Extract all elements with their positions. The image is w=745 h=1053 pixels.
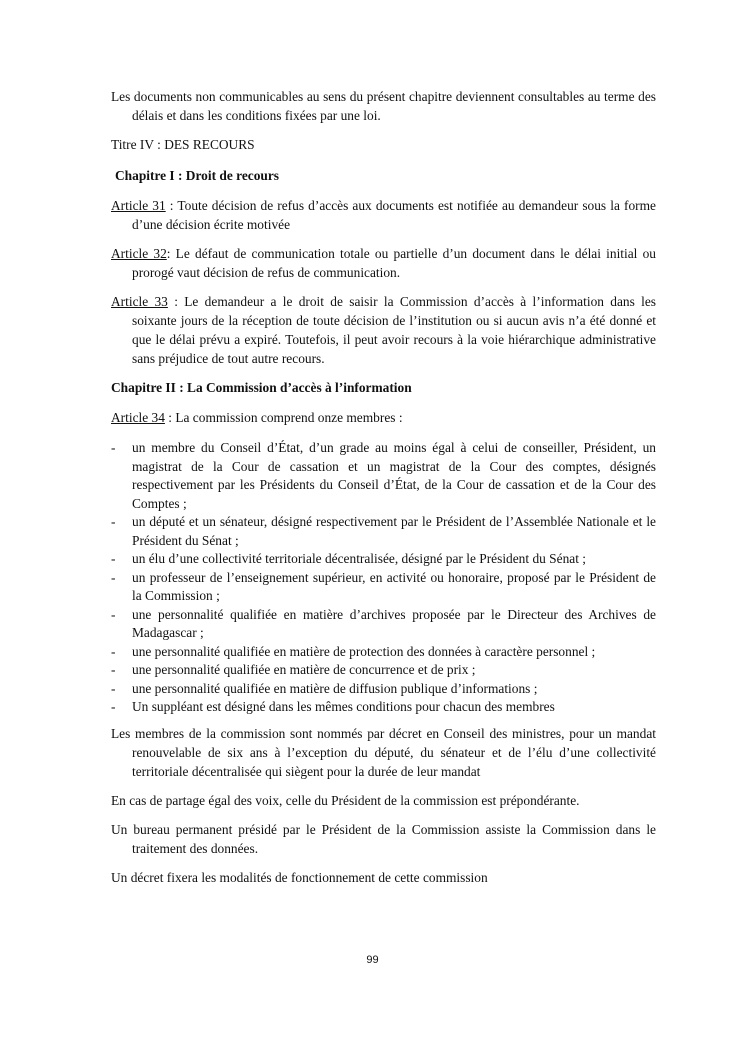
members-list — [111, 439, 656, 717]
list-item — [111, 439, 656, 513]
list-item — [111, 550, 656, 569]
article-33-text: : Le demandeur a le droit de saisir la Commission d’accès à l’information dans les soixante jours de la réception de toute décision de l’institution ou si aucun avis n’a été donné et que le délai prévu a expiré. Toutefois, il peut avoir recours à la voie hiérarchique administrative sans préjudice de tout autre recours. — [132, 294, 657, 366]
list-item — [111, 513, 656, 550]
document-body — [111, 87, 656, 897]
article-34-text: : La commission comprend onze membres : — [164, 410, 403, 425]
list-item — [111, 698, 656, 717]
list-item-text: un professeur de l’enseignement supérieur, en activité ou honoraire, proposé par le Président de la Commission ; — [132, 569, 656, 603]
list-item — [111, 680, 656, 699]
article-32 — [111, 244, 656, 282]
article-32-text: : Le défaut de communication totale ou partielle d’un document dans le délai initial ou prorogé vaut décision de refus de communication. — [132, 246, 656, 280]
list-item-text: une personnalité qualifiée en matière de protection des données à caractère personnel ; — [132, 643, 596, 659]
closing-paragraph-members: Les membres de la commission sont nommés par décret en Conseil des ministres, pour un mandat renouvelable de six ans à l’exception du député, du sénateur et de l’élu d’une collectivité territoriale décentralisée qui siègent pour la durée de leur mandat — [111, 725, 656, 779]
list-item-text: un membre du Conseil d’État, d’un grade au moins égal à celui de conseiller, Président, un magistrat de la Cour de cassation et un magistrat de la Cour des comptes, désignés respectivement par les Présidents du Conseil d’État, de la Cour de cassation et de la Cour des Comptes ; — [132, 440, 656, 511]
chapitre-1-heading: Chapitre I : Droit de recours — [115, 168, 280, 183]
article-33 — [111, 292, 656, 368]
article-33-label: Article 33 — [111, 294, 168, 309]
list-item — [111, 606, 656, 643]
dash-bullet: - — [111, 514, 116, 529]
article-34 — [111, 408, 656, 427]
article-34-label: Article 34 — [111, 410, 165, 425]
list-item-text: un député et un sénateur, désigné respectivement par le Président de l’Assemblée Nationale et le Président du Sénat ; — [132, 514, 656, 548]
list-item-text: une personnalité qualifiée en matière de concurrence et de prix ; — [132, 662, 476, 677]
dash-bullet: - — [111, 440, 116, 455]
closing-paragraph-vote: En cas de partage égal des voix, celle du Président de la commission est prépondérante. — [111, 792, 580, 808]
dash-bullet: - — [111, 662, 116, 677]
dash-bullet: - — [111, 606, 116, 622]
closing-paragraph-decret: Un décret fixera les modalités de fonctionnement de cette commission — [111, 869, 488, 885]
list-item — [111, 661, 656, 680]
titre-heading: Titre IV : DES RECOURS — [111, 137, 255, 152]
article-31 — [111, 196, 656, 234]
list-item-text: un élu d’une collectivité territoriale décentralisée, désigné par le Président du Sénat ; — [132, 551, 586, 566]
article-31-text: : Toute décision de refus d’accès aux documents est notifiée au demandeur sous la forme d’une décision écrite motivée — [132, 198, 657, 232]
dash-bullet: - — [111, 680, 116, 696]
dash-bullet: - — [111, 643, 116, 659]
article-32-label: Article 32 — [111, 246, 167, 261]
dash-bullet: - — [111, 569, 116, 585]
list-item — [111, 569, 656, 606]
chapitre-2-heading: Chapitre II : La Commission d’accès à l’information — [111, 380, 412, 395]
list-item-text: une personnalité qualifiée en matière d’archives proposée par le Directeur des Archives de Madagascar ; — [132, 606, 656, 640]
article-31-label: Article 31 — [111, 198, 166, 213]
dash-bullet: - — [111, 551, 116, 566]
list-item — [111, 643, 656, 662]
intro-paragraph: Les documents non communicables au sens du présent chapitre deviennent consultables au terme des délais et dans les conditions fixées par une loi. — [111, 89, 656, 123]
dash-bullet: - — [111, 699, 116, 714]
list-item-text: Un suppléant est désigné dans les mêmes conditions pour chacun des membres — [132, 699, 555, 714]
closing-paragraph-bureau: Un bureau permanent présidé par le Président de la Commission assiste la Commission dans le traitement des données. — [111, 821, 656, 856]
list-item-text: une personnalité qualifiée en matière de diffusion publique d’informations ; — [132, 680, 538, 696]
page-number: 99 — [366, 954, 379, 966]
